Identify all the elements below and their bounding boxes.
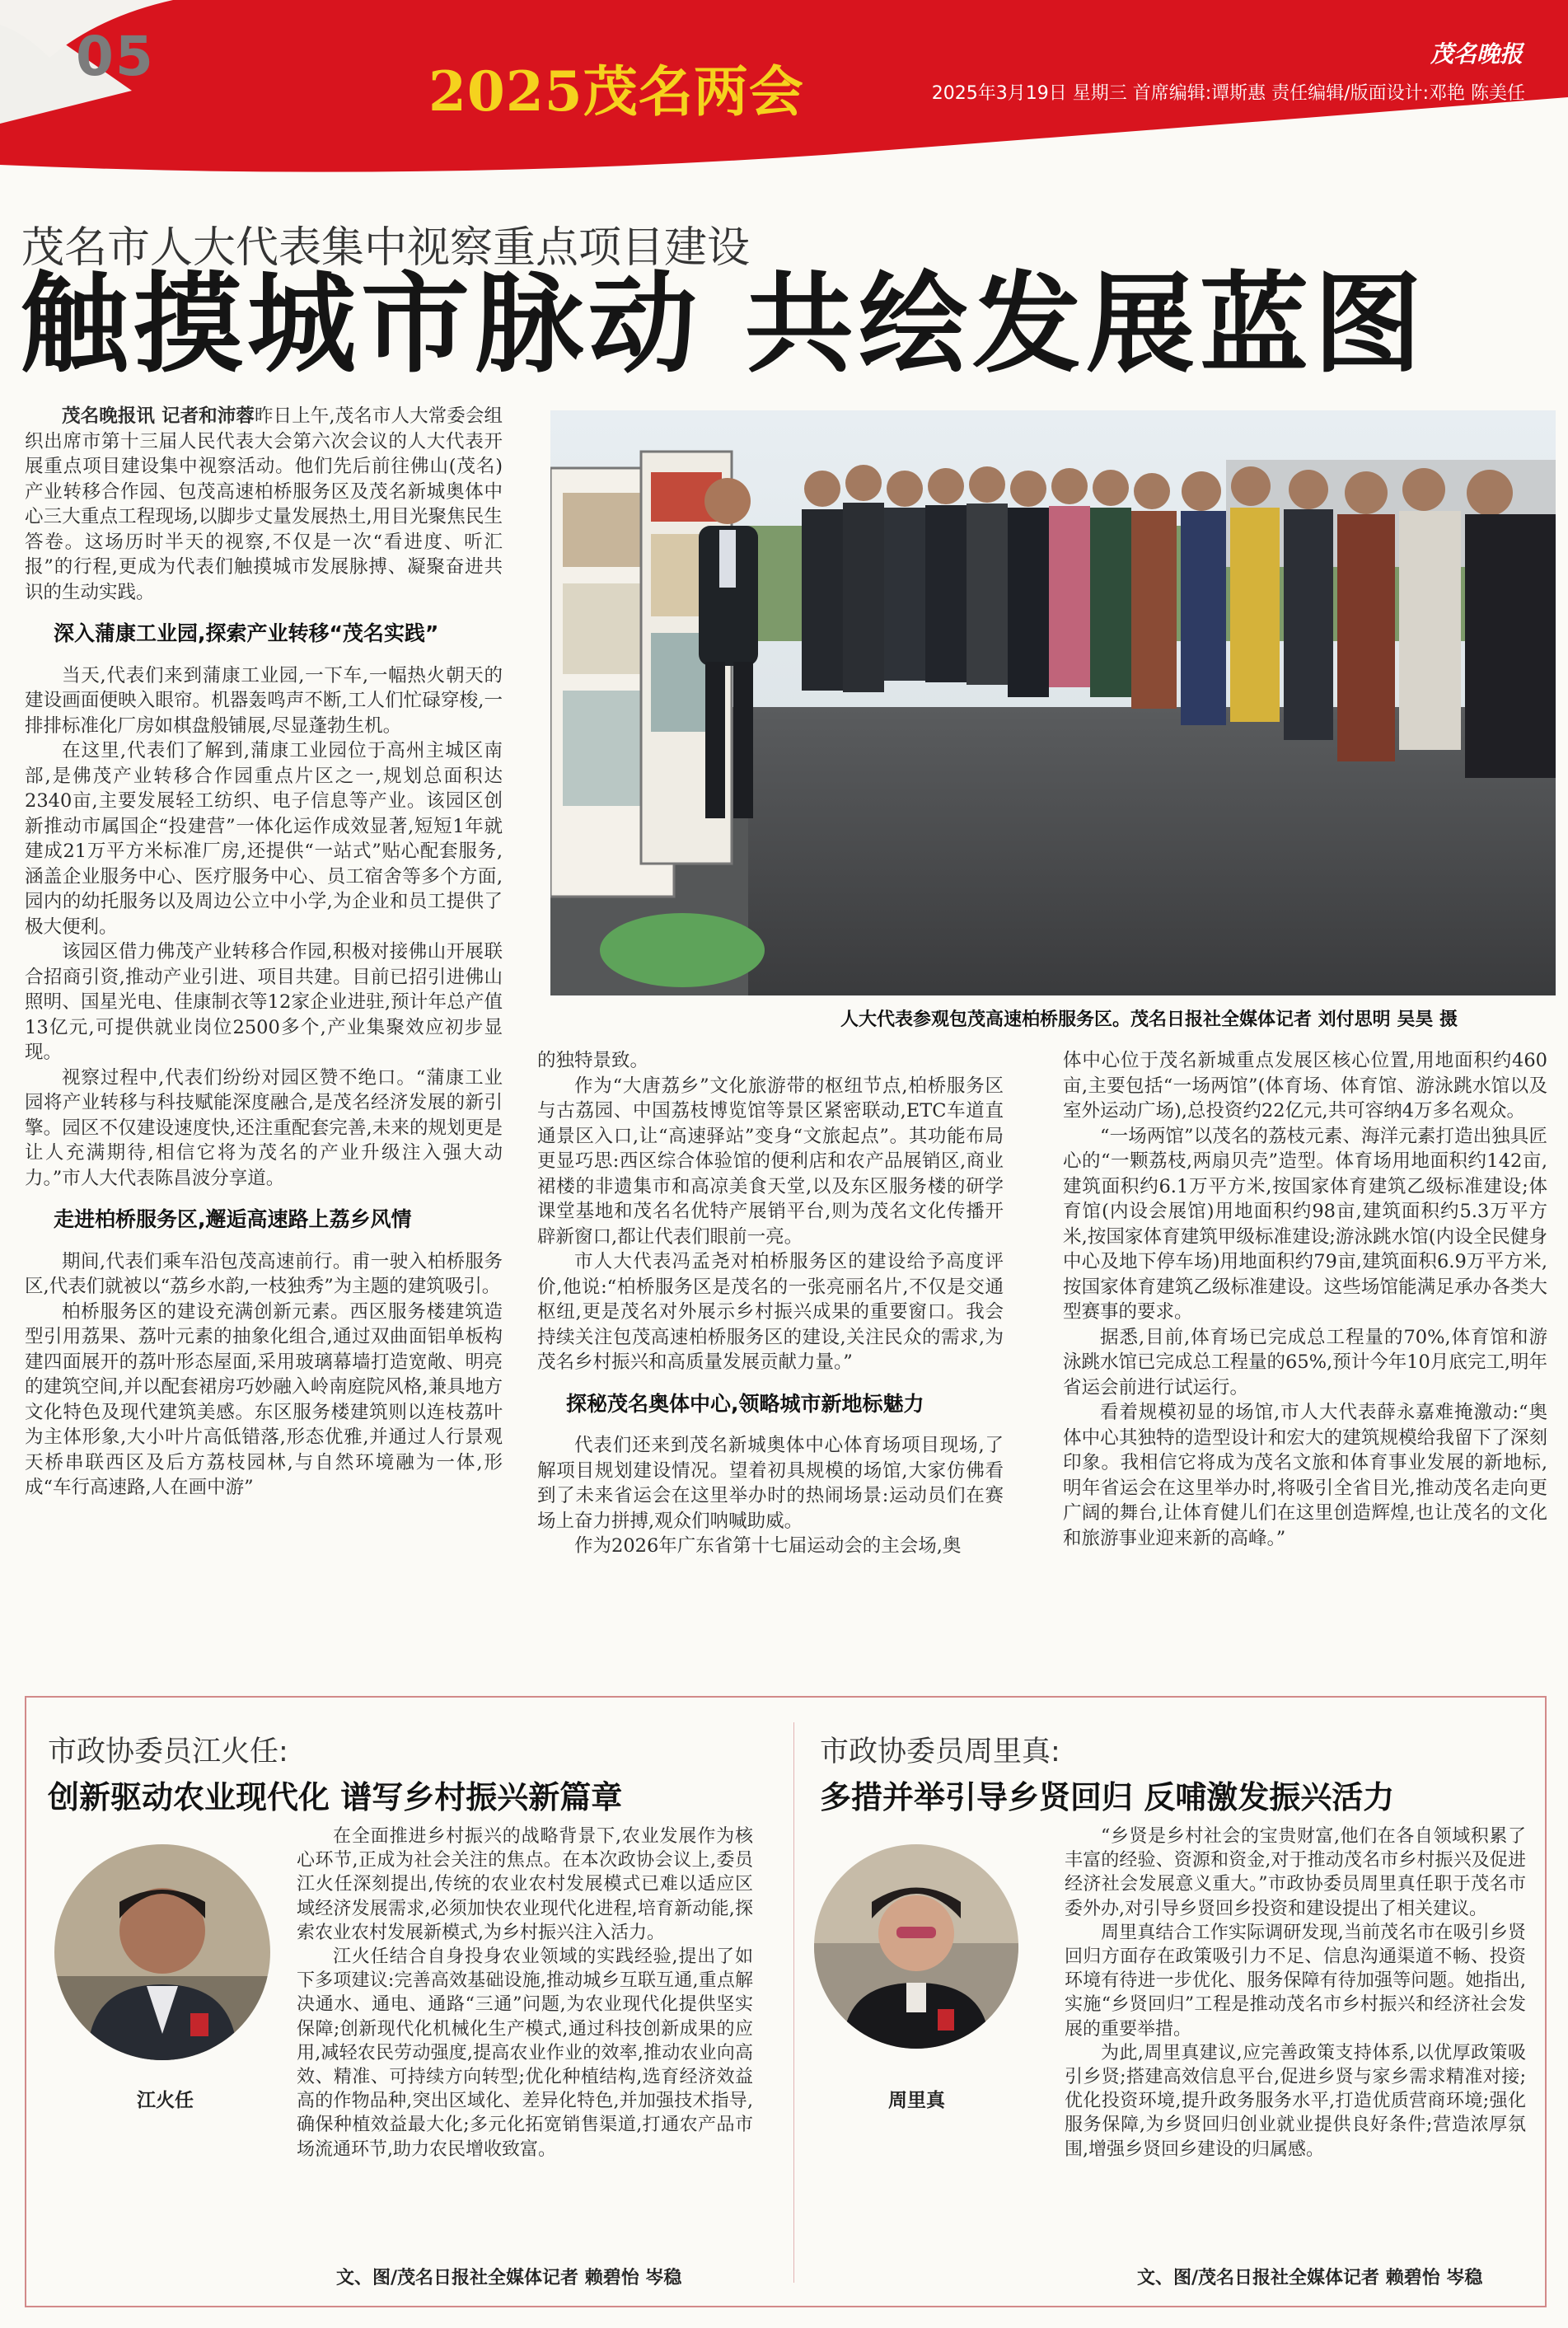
- news-photo: [550, 410, 1556, 995]
- portrait-name-zhou: 周里真: [888, 2090, 945, 2111]
- paragraph: 代表们还来到茂名新城奥体中心体育场项目现场,了解项目规划建设情况。望着初具规模的场馆,大家仿佛看到了未来省运会在这里举办时的热闹场景:运动员们在赛场上奋力拼搏,观众们呐喊助威。: [537, 1435, 1004, 1532]
- lead-byline: 茂名晚报讯 记者和沛蓉: [62, 405, 255, 427]
- section-title: 2025茂名两会: [428, 59, 804, 124]
- right-interview-body: [1065, 1824, 1526, 2162]
- paragraph: 作为“大唐荔乡”文化旅游带的枢纽节点,柏桥服务区与古荔园、中国荔枝博览馆等景区紧密联动,ETC车道直通景区入口,让“高速驿站”变身“文旅起点”。其功能布局更显巧思:西区综合体验馆的便利店和农产品展销区,商业裙楼的非遗集市和高凉美食天堂,以及东区服务楼的研学课堂基地和茂名名优特产展销平台,则为茂名文化传播开辟新窗口,都让代表们眼前一亮。: [537, 1075, 1004, 1248]
- photo-caption: 人大代表参观包茂高速柏桥服务区。茂名日报社全媒体记者 刘付思明 吴昊 摄: [840, 1009, 1458, 1030]
- right-interview-label: 市政协委员周里真:: [820, 1735, 1060, 1768]
- paragraph-continued: 体中心位于茂名新城重点发展区核心位置,用地面积约460亩,主要包括“一场两馆”(体育场、体育馆、游泳跳水馆以及室外运动广场),总投资约22亿元,共可容纳4万多名观众。: [1063, 1050, 1547, 1122]
- article-headline: 触摸城市脉动 共绘发展蓝图: [20, 261, 1427, 388]
- article-column-1: [25, 404, 503, 1501]
- box-divider: [793, 1722, 794, 2283]
- article-column-2: [537, 1048, 1004, 1559]
- section-heading-2: 走进柏桥服务区,邂逅高速路上荔乡风情: [54, 1207, 412, 1231]
- article-column-3: [1063, 1048, 1547, 1551]
- portrait-zhou: [814, 1844, 1018, 2049]
- lead-paragraph: 昨日上午,茂名市人大常委会组织出席市第十三届人民代表大会第六次会议的人大代表开展重点项目建设集中视察活动。他们先后前往佛山(茂名)产业转移合作园、包茂高速柏桥服务区及茂名新城奥体中心三大重点工程现场,以脚步丈量发展热土,用目光聚焦民生答卷。这场历时半天的视察,不仅是一次“看进度、听汇报”的行程,更成为代表们触摸城市发展脉搏、凝聚奋进共识的生动实践。: [25, 405, 503, 603]
- paragraph: 在这里,代表们了解到,蒲康工业园位于高州主城区南部,是佛茂产业转移合作园重点片区之一,规划总面积达2340亩,主要发展轻工纺织、电子信息等产业。该园区创新推动市属国企“投建营”一体化运作成效显著,短短1年就建成21万平方米标准厂房,还提供“一站式”贴心配套服务,涵盖企业服务中心、医疗服务中心、员工宿舍等多个方面,园内的幼托服务以及周边公立中小学,为企业和员工提供了极大便利。: [25, 740, 503, 938]
- paragraph: 江火任结合自身投身农业领域的实践经验,提出了如下多项建议:完善高效基础设施,推动城乡互联互通,重点解决通水、通电、通路“三通”问题,为农业现代化提供坚实保障;创新现代化机械化生产模式,通过科技创新成果的应用,减轻农民劳动强度,提高农业作业的效率,推动农业向高效、精准、可持续方向转型;优化种植结构,选育经济效益高的作物品种,突出区域化、差异化特色,并加强技术指导,确保种植效益最大化;多元化拓宽销售渠道,打通农产品市场流通环节,助力农民增收致富。: [297, 1946, 753, 2160]
- section-heading-3: 探秘茂名奥体中心,领略城市新地标魅力: [566, 1391, 924, 1416]
- paragraph: 市人大代表冯孟尧对柏桥服务区的建设给予高度评价,他说:“柏桥服务区是茂名的一张亮丽名片,不仅是交通枢纽,更是茂名对外展示乡村振兴成果的重要窗口。我会持续关注包茂高速柏桥服务区的建设,关注民众的需求,为茂名乡村振兴和高质量发展贡献力量。”: [537, 1251, 1004, 1373]
- paragraph: 当天,代表们来到蒲康工业园,一下车,一幅热火朝天的建设画面便映入眼帘。机器轰鸣声不断,工人们忙碌穿梭,一排排标准化厂房如棋盘般铺展,尽显蓬勃生机。: [25, 664, 503, 737]
- portrait-name-jiang: 江火任: [137, 2090, 194, 2111]
- paragraph: 在全面推进乡村振兴的战略背景下,农业发展作为核心环节,正成为社会关注的焦点。在本次政协会议上,委员江火任深刻提出,传统的农业农村发展模式已难以适应区域经济发展需求,必须加快农业现代化进程,培育新动能,探索农业农村发展新模式,为乡村振兴注入活力。: [297, 1826, 753, 1943]
- paragraph: 据悉,目前,体育场已完成总工程量的70%,体育馆和游泳跳水馆已完成总工程量的65%,预计今年10月底完工,明年省运会前进行试运行。: [1063, 1326, 1547, 1398]
- right-interview-title: 多措并举引导乡贤回归 反哺激发振兴活力: [820, 1779, 1395, 1815]
- paragraph: 看着规模初显的场馆,市人大代表薛永嘉难掩激动:“奥体中心其独特的造型设计和宏大的建筑规模给我留下了深刻印象。我相信它将成为茂名文旅和体育事业发展的新地标,明年省运会在这里举办时,将吸引全省目光,推动茂名走向更广阔的舞台,让体育健儿们在这里创造辉煌,也让茂名的文化和旅游事业迎来新的高峰。”: [1063, 1402, 1547, 1549]
- paragraph: “乡贤是乡村社会的宝贵财富,他们在各自领域积累了丰富的经验、资源和资金,对于推动茂名市乡村振兴及促进经济社会发展意义重大。”市政协委员周里真任职于茂名市委外办,对引导乡贤回乡投资和建设提出了相关建议。: [1065, 1826, 1526, 1919]
- section-heading-1: 深入蒲康工业园,探索产业转移“茂名实践”: [54, 621, 439, 645]
- green-bag: [600, 913, 765, 987]
- paragraph: “一场两馆”以茂名的荔枝元素、海洋元素打造出独具匠心的“一颗荔枝,两扇贝壳”造型。体育场用地面积约142亩,建筑面积约6.1万平方米,按国家体育建筑乙级标准建设;体育馆(内设会展馆)用地面积约98亩,建筑面积约5.3万平方米,按国家体育建筑甲级标准建设;游泳跳水馆(内设全民健身中心及地下停车场)用地面积约79亩,建筑面积6.9万平方米,按国家体育建筑乙级标准建设。这些场馆能满足承办各类大型赛事的要求。: [1063, 1125, 1547, 1323]
- header-banner: [0, 0, 1568, 190]
- left-interview-label: 市政协委员江火任:: [48, 1735, 288, 1768]
- paragraph: 视察过程中,代表们纷纷对园区赞不绝口。“蒲康工业园将产业转移与科技赋能深度融合,是茂名经济发展的新引擎。园区不仅建设速度快,还注重配套完善,未来的规划更是让人充满期待,相信它将为茂名的产业升级注入强大动力。”市人大代表陈昌波分享道。: [25, 1066, 503, 1189]
- paragraph: 作为2026年广东省第十七届运动会的主会场,奥: [574, 1535, 962, 1557]
- paragraph-continued: 的独特景致。: [537, 1050, 649, 1071]
- paragraph: 柏桥服务区的建设充满创新元素。西区服务楼建筑造型引用荔果、荔叶元素的抽象化组合,通过双曲面铝单板构建四面展开的荔叶形态屋面,采用玻璃幕墙打造宽敞、明亮的建筑空间,并以配套裙房巧妙融入岭南庭院风格,兼具地方文化特色及现代建筑美感。东区服务楼建筑则以连枝荔叶为主体形象,大小叶片高低错落,形态优雅,并通过人行景观天桥串联西区及后方荔枝园林,与自然环境融为一体,形成“车行高速路,人在画中游”: [25, 1300, 503, 1498]
- paragraph: 该园区借力佛茂产业转移合作园,积极对接佛山开展联合招商引资,推动产业引进、项目共建。目前已招引进佛山照明、国星光电、佳康制衣等12家企业进驻,预计年总产值13亿元,可提供就业岗位2500多个,产业集聚效应初步显现。: [25, 941, 503, 1063]
- left-interview-body: [297, 1824, 753, 2162]
- paragraph: 期间,代表们乘车沿包茂高速前行。甫一驶入柏桥服务区,代表们就被以“荔乡水韵,一枝独秀”为主题的建筑吸引。: [25, 1250, 503, 1297]
- dateline: 2025年3月19日 星期三 首席编辑:谭斯惠 责任编辑/版面设计:邓艳 陈美任: [931, 83, 1525, 104]
- paragraph: 为此,周里真建议,应完善政策支持体系,以优厚政策吸引乡贤;搭建高效信息平台,促进乡贤与家乡需求精准对接;优化投资环境,提升政务服务水平,打造优质营商环境;强化服务保障,为乡贤回归创业就业提供良好条件;营造浓厚氛围,增强乡贤回乡建设的归属感。: [1065, 2042, 1526, 2160]
- portrait-jiang: [54, 1844, 270, 2060]
- right-interview-byline: 文、图/茂名日报社全媒体记者 赖碧怡 岑稳: [1137, 2268, 1483, 2288]
- left-interview-byline: 文、图/茂名日报社全媒体记者 赖碧怡 岑稳: [336, 2268, 682, 2288]
- paper-logo: 茂名晚报: [1430, 40, 1523, 68]
- article-subhead: 茂名市人大代表集中视察重点项目建设: [21, 223, 751, 273]
- left-interview-title: 创新驱动农业现代化 谱写乡村振兴新篇章: [48, 1779, 623, 1815]
- page-number: 05: [76, 25, 155, 88]
- paragraph: 周里真结合工作实际调研发现,当前茂名市在吸引乡贤回归方面存在政策吸引力不足、信息沟通渠道不畅、投资环境有待进一步优化、服务保障有待加强等问题。她指出,实施“乡贤回归”工程是推动茂名市乡村振兴和经济社会发展的重要举措。: [1065, 1922, 1526, 2040]
